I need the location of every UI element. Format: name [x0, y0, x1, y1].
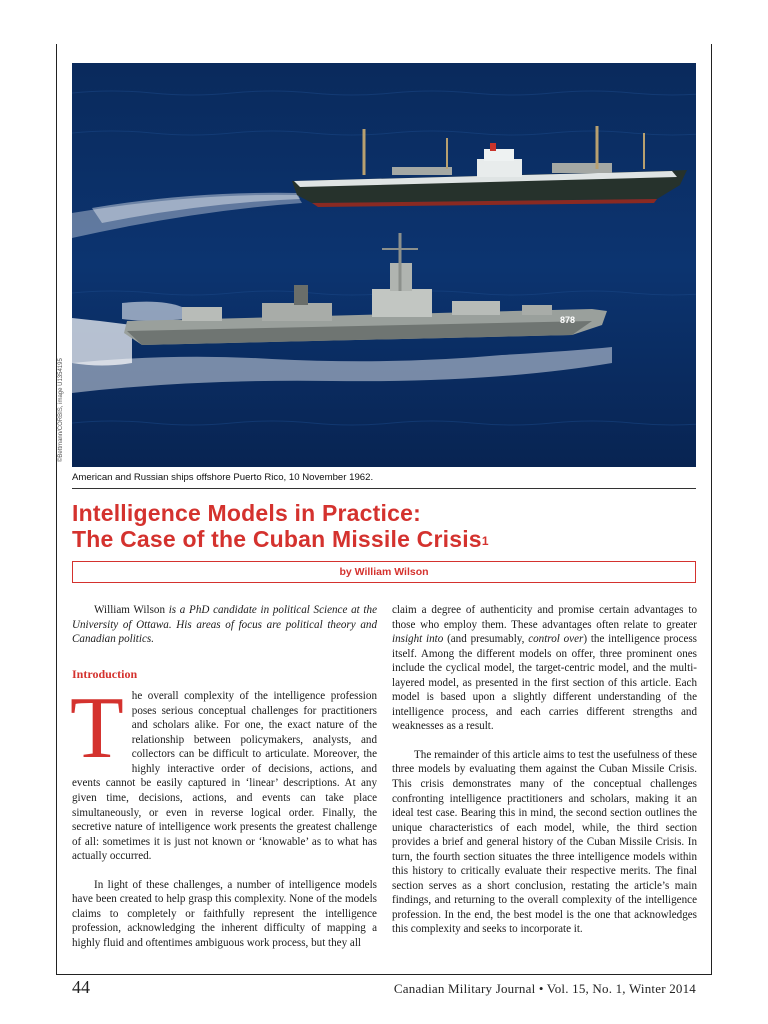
photo-caption: American and Russian ships offshore Puerto Rico, 10 November 1962. — [72, 472, 374, 483]
paragraph-3-part-b: (and presumably, — [443, 633, 529, 646]
paragraph-2: In light of these challenges, a number of intelligence models have been created to help grasp this complexity. None of the models claims to completely or faithfully represent the intelligence profession, acknowledging the inherent difficulty of mapping a highly fluid and oftentimes ambiguous work process, but they all — [72, 878, 377, 949]
drop-cap: T — [70, 680, 124, 778]
caption-divider — [72, 488, 696, 489]
journal-citation: Canadian Military Journal • Vol. 15, No. 1, Winter 2014 — [393, 981, 696, 996]
article-title — [72, 500, 702, 552]
right-margin-rule — [711, 44, 712, 974]
paragraph-3-emphasis-1: insight into — [392, 633, 444, 646]
photo-credit: ©Bettmann/CORBIS, image U1354195 — [58, 358, 64, 462]
left-column — [72, 603, 377, 950]
ships-photo — [72, 63, 696, 467]
section-heading-introduction: Introduction — [72, 666, 138, 681]
paragraph-3-part-c: ) the intelligence process itself. Among the different models on offer, three prominent ones include the cyclical model, the target-centric model, and the multi-layered model, as presented in the first section of this article. Each model is based upon a slightly different understanding of the intelligence process, and each carries different strengths and weaknesses as a result. — [392, 633, 697, 733]
paragraph-1 — [70, 680, 377, 864]
author-bio — [72, 603, 377, 647]
footer-divider — [56, 974, 712, 975]
paragraph-1-text: he overall complexity of the intelligence profession poses serious conceptual challenges for practitioners and scholars alike. For one, the exact nature of the relationship between policymakers, analysts, and collectors can be difficult to articulate. Moreover, the highly interactive order of decisions, actions, and events cannot be easily captured in ‘linear’ descriptions. At any given time, decisions, actions, and events can take place simultaneously, or even in reverse logical order. Finally, the secretive nature of intelligence work presents the greatest challenge of all: sometimes it is just not known or ‘knowable’ as to what has actually occurred. — [72, 690, 377, 863]
title-footnote-marker[interactable]: 1 — [481, 534, 489, 548]
right-column — [392, 603, 697, 937]
paragraph-3-emphasis-2: control over — [528, 633, 584, 646]
paragraph-3 — [392, 603, 697, 734]
paragraph-3-part-a: claim a degree of authenticity and promise certain advantages to those who employ them. These advantages often relate to greater — [392, 604, 697, 631]
author-bio-text: is a PhD candidate in political Science at the University of Ottawa. His areas of focus are political theory and Canadian politics. — [72, 604, 377, 646]
author-name: William Wilson — [94, 604, 166, 616]
left-margin-rule — [56, 44, 57, 974]
title-line-2: The Case of the Cuban Missile Crisis — [72, 526, 482, 552]
title-line-1: Intelligence Models in Practice: — [72, 500, 421, 526]
byline: by William Wilson — [72, 561, 696, 583]
page-number: 44 — [72, 977, 90, 997]
svg-text:878: 878 — [560, 315, 576, 325]
paragraph-4: The remainder of this article aims to test the usefulness of these three models by evaluating them against the Cuban Missile Crisis. This crisis demonstrates many of the conceptual challenges confronting intelligence practitioners and scholars, making it an ideal test case. Bearing this in mind, the second section outlines the unique characteristics of each model, while, the third section provides a brief and general history of the Cuban Missile Crisis. In turn, the fourth section situates the three intelligence models within this history to critically evaluate their respective merits. The final section serves as a short conclusion, restating the article’s main findings, and returning to the overall complexity of the intelligence profession. In the end, the best model is the one that acknowledges this complexity and seeks to incorporate it. — [392, 748, 697, 936]
